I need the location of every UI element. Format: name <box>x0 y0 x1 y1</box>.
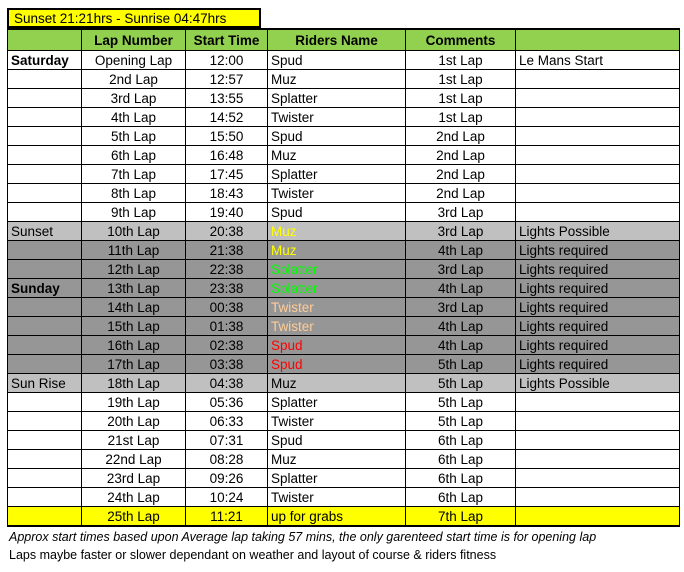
lap-number-cell: 24th Lap <box>82 488 186 507</box>
table-row <box>8 298 680 317</box>
rider-name-cell: Spud <box>268 431 406 450</box>
notes-cell <box>516 507 680 527</box>
comment-cell: 1st Lap <box>406 70 516 89</box>
day-cell <box>8 488 82 507</box>
notes-cell: Lights required <box>516 336 680 355</box>
rider-name-cell: Muz <box>268 241 406 260</box>
comment-cell: 6th Lap <box>406 431 516 450</box>
start-time-cell: 09:26 <box>186 469 268 488</box>
rider-name-cell: Twister <box>268 108 406 127</box>
lap-number-cell: 11th Lap <box>82 241 186 260</box>
table-row <box>8 412 680 431</box>
rider-name-cell: Spud <box>268 127 406 146</box>
day-cell: Sun Rise <box>8 374 82 393</box>
rider-name-cell: up for grabs <box>268 507 406 527</box>
header-notes <box>516 29 680 51</box>
start-time-cell: 08:28 <box>186 450 268 469</box>
header-start-time: Start Time <box>186 29 268 51</box>
notes-cell <box>516 184 680 203</box>
day-cell <box>8 298 82 317</box>
table-row <box>8 241 680 260</box>
table-row <box>8 393 680 412</box>
lap-number-cell: 25th Lap <box>82 507 186 527</box>
day-cell <box>8 412 82 431</box>
table-row <box>8 374 680 393</box>
start-time-cell: 12:00 <box>186 51 268 70</box>
rider-name-cell: Spud <box>268 336 406 355</box>
day-cell <box>8 89 82 108</box>
day-cell <box>8 317 82 336</box>
day-cell: Sunset <box>8 222 82 241</box>
lap-number-cell: 15th Lap <box>82 317 186 336</box>
comment-cell: 5th Lap <box>406 374 516 393</box>
start-time-cell: 20:38 <box>186 222 268 241</box>
notes-cell <box>516 89 680 108</box>
notes-cell <box>516 108 680 127</box>
notes-cell: Lights Possible <box>516 374 680 393</box>
start-time-cell: 00:38 <box>186 298 268 317</box>
comment-cell: 2nd Lap <box>406 127 516 146</box>
notes-cell <box>516 469 680 488</box>
rider-name-cell: Twister <box>268 317 406 336</box>
day-cell <box>8 165 82 184</box>
table-row <box>8 507 680 527</box>
rider-name-cell: Spud <box>268 355 406 374</box>
notes-cell: Lights required <box>516 260 680 279</box>
table-row <box>8 146 680 165</box>
start-time-cell: 02:38 <box>186 336 268 355</box>
table-row <box>8 70 680 89</box>
lap-number-cell: 10th Lap <box>82 222 186 241</box>
lap-number-cell: 2nd Lap <box>82 70 186 89</box>
table-row <box>8 431 680 450</box>
start-time-cell: 06:33 <box>186 412 268 431</box>
notes-cell <box>516 412 680 431</box>
start-time-cell: 21:38 <box>186 241 268 260</box>
rider-name-cell: Splatter <box>268 469 406 488</box>
notes-cell: Le Mans Start <box>516 51 680 70</box>
rider-name-cell: Muz <box>268 70 406 89</box>
lap-number-cell: 8th Lap <box>82 184 186 203</box>
start-time-cell: 12:57 <box>186 70 268 89</box>
rider-name-cell: Spud <box>268 203 406 222</box>
lap-number-cell: 12th Lap <box>82 260 186 279</box>
comment-cell: 1st Lap <box>406 89 516 108</box>
footnote-lap-variance: Laps maybe faster or slower dependant on weather and layout of course & riders fitness <box>9 548 497 562</box>
lap-number-cell: 21st Lap <box>82 431 186 450</box>
comment-cell: 5th Lap <box>406 393 516 412</box>
table-row <box>8 279 680 298</box>
rider-name-cell: Twister <box>268 488 406 507</box>
lap-number-cell: 17th Lap <box>82 355 186 374</box>
day-cell <box>8 336 82 355</box>
lap-number-cell: 18th Lap <box>82 374 186 393</box>
comment-cell: 1st Lap <box>406 108 516 127</box>
start-time-cell: 05:36 <box>186 393 268 412</box>
footnote-approx-times: Approx start times based upon Average lap taking 57 mins, the only garenteed start time is for opening lap <box>9 530 597 544</box>
comment-cell: 7th Lap <box>406 507 516 527</box>
header-row <box>8 29 680 51</box>
lap-number-cell: 16th Lap <box>82 336 186 355</box>
start-time-cell: 10:24 <box>186 488 268 507</box>
rider-name-cell: Twister <box>268 298 406 317</box>
sunset-sunrise-banner: Sunset 21:21hrs - Sunrise 04:47hrs <box>7 8 261 28</box>
header-day <box>8 29 82 51</box>
table-row <box>8 336 680 355</box>
notes-cell: Lights required <box>516 298 680 317</box>
comment-cell: 6th Lap <box>406 450 516 469</box>
rider-name-cell: Twister <box>268 184 406 203</box>
day-cell: Sunday <box>8 279 82 298</box>
day-cell <box>8 127 82 146</box>
comment-cell: 4th Lap <box>406 317 516 336</box>
notes-cell <box>516 70 680 89</box>
table-row <box>8 108 680 127</box>
rider-name-cell: Twister <box>268 412 406 431</box>
comment-cell: 5th Lap <box>406 355 516 374</box>
comment-cell: 1st Lap <box>406 51 516 70</box>
comment-cell: 4th Lap <box>406 279 516 298</box>
start-time-cell: 17:45 <box>186 165 268 184</box>
day-cell <box>8 507 82 527</box>
comment-cell: 4th Lap <box>406 241 516 260</box>
day-cell <box>8 146 82 165</box>
lap-number-cell: 7th Lap <box>82 165 186 184</box>
header-riders-name: Riders Name <box>268 29 406 51</box>
start-time-cell: 15:50 <box>186 127 268 146</box>
lap-number-cell: 6th Lap <box>82 146 186 165</box>
header-lap-number: Lap Number <box>82 29 186 51</box>
day-cell <box>8 431 82 450</box>
rider-name-cell: Splatter <box>268 393 406 412</box>
table-row <box>8 203 680 222</box>
comment-cell: 6th Lap <box>406 488 516 507</box>
day-cell <box>8 355 82 374</box>
day-cell <box>8 203 82 222</box>
rider-name-cell: Muz <box>268 450 406 469</box>
start-time-cell: 11:21 <box>186 507 268 527</box>
lap-number-cell: 5th Lap <box>82 127 186 146</box>
notes-cell: Lights required <box>516 279 680 298</box>
notes-cell: Lights required <box>516 355 680 374</box>
notes-cell <box>516 127 680 146</box>
table-row <box>8 260 680 279</box>
rider-name-cell: Splatter <box>268 260 406 279</box>
day-cell <box>8 70 82 89</box>
notes-cell <box>516 203 680 222</box>
comment-cell: 2nd Lap <box>406 184 516 203</box>
notes-cell: Lights Possible <box>516 222 680 241</box>
day-cell <box>8 241 82 260</box>
rider-name-cell: Muz <box>268 222 406 241</box>
table-row <box>8 488 680 507</box>
table-row <box>8 184 680 203</box>
lap-number-cell: 20th Lap <box>82 412 186 431</box>
table-row <box>8 450 680 469</box>
notes-cell <box>516 165 680 184</box>
schedule-body <box>8 51 680 527</box>
table-row <box>8 317 680 336</box>
start-time-cell: 18:43 <box>186 184 268 203</box>
start-time-cell: 04:38 <box>186 374 268 393</box>
notes-cell <box>516 146 680 165</box>
notes-cell <box>516 450 680 469</box>
rider-name-cell: Splatter <box>268 279 406 298</box>
start-time-cell: 13:55 <box>186 89 268 108</box>
start-time-cell: 19:40 <box>186 203 268 222</box>
table-row <box>8 165 680 184</box>
comment-cell: 3rd Lap <box>406 298 516 317</box>
rider-name-cell: Spud <box>268 51 406 70</box>
table-row <box>8 127 680 146</box>
comment-cell: 3rd Lap <box>406 203 516 222</box>
notes-cell: Lights required <box>516 317 680 336</box>
day-cell: Saturday <box>8 51 82 70</box>
start-time-cell: 07:31 <box>186 431 268 450</box>
lap-number-cell: 9th Lap <box>82 203 186 222</box>
day-cell <box>8 260 82 279</box>
start-time-cell: 01:38 <box>186 317 268 336</box>
notes-cell <box>516 431 680 450</box>
table-row <box>8 51 680 70</box>
rider-name-cell: Splatter <box>268 165 406 184</box>
day-cell <box>8 393 82 412</box>
lap-number-cell: 4th Lap <box>82 108 186 127</box>
comment-cell: 4th Lap <box>406 336 516 355</box>
table-row <box>8 222 680 241</box>
lap-number-cell: 3rd Lap <box>82 89 186 108</box>
start-time-cell: 16:48 <box>186 146 268 165</box>
start-time-cell: 03:38 <box>186 355 268 374</box>
day-cell <box>8 450 82 469</box>
lap-number-cell: 22nd Lap <box>82 450 186 469</box>
notes-cell <box>516 488 680 507</box>
comment-cell: 2nd Lap <box>406 165 516 184</box>
lap-number-cell: Opening Lap <box>82 51 186 70</box>
lap-number-cell: 14th Lap <box>82 298 186 317</box>
comment-cell: 6th Lap <box>406 469 516 488</box>
comment-cell: 2nd Lap <box>406 146 516 165</box>
header-comments: Comments <box>406 29 516 51</box>
start-time-cell: 14:52 <box>186 108 268 127</box>
table-row <box>8 355 680 374</box>
rider-name-cell: Muz <box>268 146 406 165</box>
start-time-cell: 23:38 <box>186 279 268 298</box>
table-row <box>8 89 680 108</box>
notes-cell: Lights required <box>516 241 680 260</box>
rider-name-cell: Muz <box>268 374 406 393</box>
lap-schedule-table <box>7 28 680 527</box>
comment-cell: 3rd Lap <box>406 222 516 241</box>
notes-cell <box>516 393 680 412</box>
day-cell <box>8 108 82 127</box>
lap-number-cell: 23rd Lap <box>82 469 186 488</box>
rider-name-cell: Splatter <box>268 89 406 108</box>
start-time-cell: 22:38 <box>186 260 268 279</box>
day-cell <box>8 184 82 203</box>
comment-cell: 3rd Lap <box>406 260 516 279</box>
comment-cell: 5th Lap <box>406 412 516 431</box>
lap-number-cell: 19th Lap <box>82 393 186 412</box>
table-row <box>8 469 680 488</box>
day-cell <box>8 469 82 488</box>
lap-number-cell: 13th Lap <box>82 279 186 298</box>
